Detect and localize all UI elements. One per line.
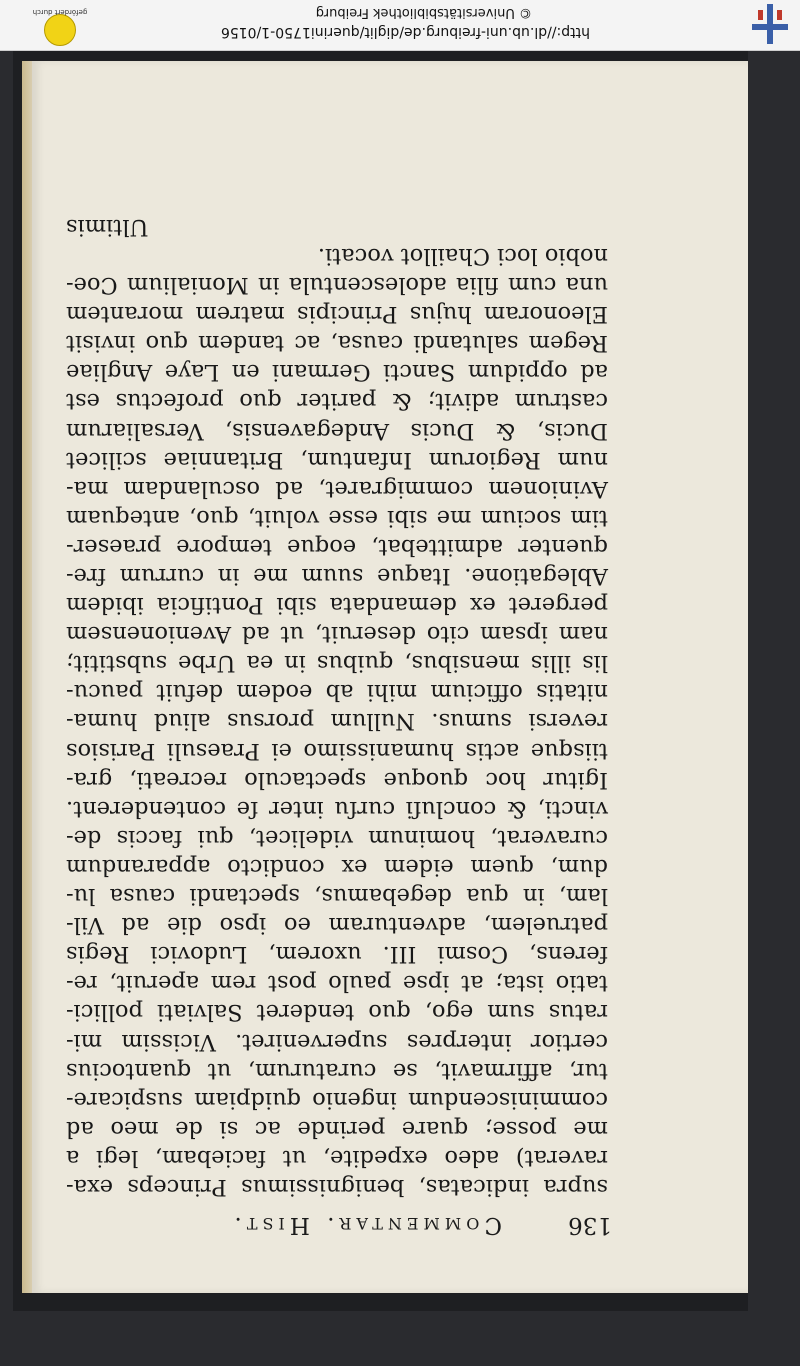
copyright-notice: © Universitätsbibliothek Freiburg [315,5,532,20]
text-line: raverat) adeo expedite, ut faciebam, legi a [66,1144,608,1171]
text-line: tur, affirmavit, se curaturum, ut quantocius [66,1057,608,1084]
provider-bar [0,0,800,51]
funding-badge [14,2,106,46]
coat-of-arms-icon [44,14,76,46]
text-line: nam ipsam cito deseruit, ut ad Avenionensem [66,621,608,648]
text-line: dum, quem eidem ex condicto apparandum [66,853,608,880]
text-line: certior interpres superveniret. Vicissim mi- [66,1028,608,1055]
text-line: ratus sum ego, quo tenderet Salviati pollici- [66,999,608,1026]
text-line: comminiscendum ingenio quidpiam suspicare- [66,1086,608,1113]
running-title: Commentar. Hist. [229,1212,502,1238]
text-line: una cum filia adolescentula in Monialium Coe- [66,272,608,299]
text-line: vincti, & concluſi curſu inter ſe contenderent. [66,795,608,822]
text-line: nobio loci Chaillot vocati. [317,243,608,269]
text-line: lis illis mensibus, quibus in ea Urbe substitit; [66,650,608,677]
text-line: tatio ista; at ipse paulo post rem aperuit, re- [66,970,608,997]
text-line: Ducis, & Ducis Andegavensis, Versaliarum [66,417,608,444]
text-line: ad oppidum Sancti Germani en Laye Angliae [66,359,608,386]
page-number: 136 [568,1212,612,1238]
text-line: Eleonoram hujus Principis matrem morantem [66,301,608,328]
page-edge [22,61,32,1293]
text-line: patruelem, adventuram eo ipso die ad Vil- [66,912,608,939]
body-text [66,212,608,1201]
permalink-url[interactable]: http://dl.ub.uni-freiburg.de/diglit/querini1750-1/0156 [220,24,590,40]
text-line: nitatis officium mihi ab eodem defuit paucu- [66,679,608,706]
book-page [32,61,748,1293]
text-line: tim socium me sibi esse voluit, quo, antequam [66,504,608,531]
catchword: Ultimis [66,213,149,240]
text-line: pergeret ex demandata sibi Pontificia ibidem [66,592,608,619]
text-line: lam, in qua degebamus, spectandi causa lu- [66,883,608,910]
funding-text: gefördert durch [32,8,88,16]
book-scan [13,51,748,1311]
text-line: tiisque actis humanissimo ei Praesuli Parisios [66,737,608,764]
text-line: Regem salutandi causa, ac tandem quo invisit [66,330,608,357]
text-line: reversi sumus. Nullum prorsus aliud huma- [66,708,608,735]
text-line: me posse; quare perinde ac si de meo ad [66,1115,608,1142]
page-header [72,1206,612,1238]
text-line: num Regiorum Infantum, Britanniae scilicet [66,446,608,473]
text-line: curaverat, hominum videlicet, qui faccis de- [66,824,608,851]
text-line: supra indicatas, benignissimus Princeps exa- [66,1174,608,1200]
text-line: ferens, Cosmi III. uxorem, Ludovici Regis [66,941,608,968]
text-line: Igitur hoc quoque spectaculo recreati, gra- [66,766,608,793]
text-line: Avinionem commigraret, ad osculandam ma- [66,475,608,502]
text-line: castrum adivit; & pariter quo profectus est [66,388,608,415]
ub-freiburg-logo-icon[interactable] [752,4,788,44]
text-line: quenter admittebat, eoque tempore praeser- [66,533,608,560]
text-line: Ablegatione. Itaque suum me in currum fre- [66,563,608,590]
